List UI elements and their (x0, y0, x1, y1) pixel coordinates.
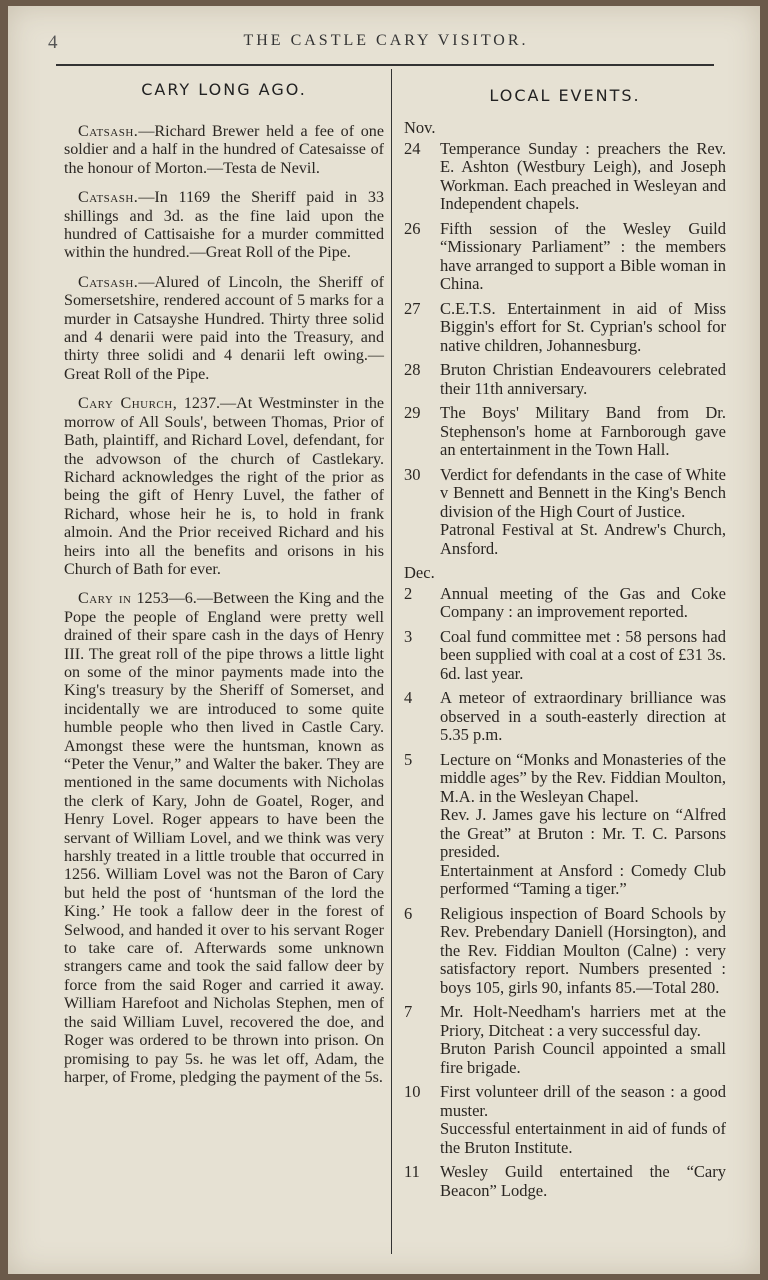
left-column (64, 72, 384, 1098)
event-day: 3 (404, 626, 413, 646)
page (8, 6, 760, 1274)
article-paragraph (64, 123, 384, 178)
event-entry (404, 628, 726, 684)
event-text: Fifth session of the Wesley Guild “Missionary Parliament” : the members have arranged to support a Bible woman in China. (440, 218, 726, 293)
event-day: 24 (404, 138, 421, 158)
event-entry (404, 1163, 726, 1200)
event-day: 11 (404, 1162, 420, 1181)
event-day: 2 (404, 583, 413, 603)
event-text: Coal fund committee met : 58 persons had been supplied with coal at a cost of £31 3s. 6d. last year. (440, 626, 726, 683)
event-text: The Boys' Military Band from Dr. Stephenson's home at Farnborough gave an entertainment in the Town Hall. (440, 403, 726, 459)
event-entry (404, 220, 726, 294)
right-column-heading: LOCAL EVENTS. (489, 86, 641, 105)
event-text: Entertainment at Ansford : Comedy Club performed “Taming a tiger.” (440, 860, 726, 898)
month-label: Nov. (404, 118, 436, 137)
article-paragraph (64, 590, 384, 1087)
event-text: Temperance Sunday : preachers the Rev. E. Ashton (Westbury Leigh), and Joseph Workman. Each preached in Wesleyan and Independent chapels. (440, 138, 726, 213)
column-divider (391, 69, 392, 1254)
event-day: 28 (404, 360, 421, 379)
article-paragraph (64, 274, 384, 384)
article-paragraph (64, 395, 384, 579)
paragraph-text: 1253—6.—Between the King and the Pope the people of England were pretty well drained of their spare cash in the days of Henry III. The great roll of the pipe throws a little light on some of the minor payments made into the King's treasury by the Sheriff of Somerset, and incidentally we are introduced to some quite humble people who then lived in Castle Cary. Amongst these were the huntsman, known as “Peter the Venur,” and Walter the baker. They are mentioned in the same documents with Nicholas the clerk of Kary, John de Goatel, Roger, and Henry Lovel. Roger appears to have been the servant of William Lovel, and we think was very harshly treated in a little trouble that occurred in 1256. William Lovel was not the Baron of Cary but held the post of ‘huntsman of the lord the King.’ He took a fallow deer in the forest of Selwood, and handed it over to his servant Roger to take care of. Afterwards some unknown strangers came and took the said fallow deer by force from the said Roger and carried it away. William Harefoot and Nicholas Stephen, men of the said William Luvel, recovered the doe, and Roger was ordered to be thrown into prison. On promising to pay 5s. he was let off, Adam, the harper, of Frome, pledging the payment of the 5s. (64, 590, 384, 1086)
event-entry (404, 751, 726, 899)
event-day: 27 (404, 298, 421, 318)
header-rule (56, 64, 714, 66)
event-text: Bruton Christian Endeavourers celebrated their 11th anniversary. (440, 360, 726, 398)
paragraph-text: —Richard Brewer held a fee of one soldier and a half in the hundred of Catesaisse of the honour of Morton.—Testa de Nevil. (64, 123, 384, 177)
event-day: 4 (404, 688, 413, 707)
paragraph-lead: Catsash. (78, 273, 139, 291)
running-title: THE CASTLE CARY VISITOR. (243, 32, 529, 49)
paragraph-text: 1237.—At Westminster in the morrow of All Souls', between Thomas, Prior of Bath, plaintiff, and Richard Lovel, defendant, for the advowson of the church of Castlekary. Richard acknowledges the right of the prior as being the gift of Henry Luvel, the father of Richard, whose heir he is, to hold in frank almoin. And the Prior received Richard and his heirs into all the benefits and orisons in his Church of Bath for ever. (64, 395, 385, 578)
paragraph-lead: Catsash. (78, 123, 139, 140)
event-entry (404, 1003, 726, 1077)
page-header (48, 30, 724, 58)
event-day: 10 (404, 1082, 421, 1101)
event-day: 7 (404, 1002, 413, 1021)
article-paragraph (64, 189, 384, 263)
event-text: A meteor of extraordinary brilliance was observed in a south-easterly direction at 5.35 p.m. (440, 688, 726, 744)
event-text: First volunteer drill of the season : a good muster. (440, 1082, 726, 1120)
event-text: Lecture on “Monks and Monasteries of the middle ages” by the Rev. Fiddian Moulton, M.A. in the Wesleyan Chapel. (440, 749, 726, 806)
paragraph-text: —In 1169 the Sheriff paid in 33 shillings and 3d. as the fine laid upon the hundred of Cattisaishe for a murder committed within the hundred.—Great Roll of the Pipe. (64, 189, 384, 262)
event-text: Religious inspection of Board Schools by Rev. Prebendary Daniell (Horsington), and the Rev. Fiddian Moulton (Calne) : very satisfactory report. Numbers presented : boys 105, girls 90, infants 85.—Total 280. (440, 903, 726, 997)
paragraph-lead: Catsash. (78, 189, 139, 207)
event-entry (404, 140, 726, 214)
event-day: 29 (404, 403, 421, 422)
event-entry (404, 689, 726, 745)
event-entry (404, 361, 726, 398)
event-entry (404, 300, 726, 356)
page-number: 4 (48, 32, 58, 53)
event-entry (404, 585, 726, 622)
event-text: Mr. Holt-Needham's harriers met at the Priory, Ditcheat : a very successful day. (440, 1002, 726, 1040)
right-column (404, 72, 726, 1206)
event-text: Wesley Guild entertained the “Cary Beacon” Lodge. (440, 1162, 726, 1200)
paragraph-lead: Cary Church, (78, 395, 178, 413)
event-day: 26 (404, 218, 421, 238)
event-entry (404, 466, 726, 559)
left-column-heading: CARY LONG AGO. (141, 80, 307, 99)
event-entry (404, 905, 726, 998)
month-label: Dec. (404, 563, 435, 582)
event-text: Bruton Parish Council appointed a small fire brigade. (440, 1039, 726, 1077)
event-text: C.E.T.S. Entertainment in aid of Miss Biggin's effort for St. Cyprian's school for native children, Johannesburg. (440, 298, 726, 355)
event-text: Successful entertainment in aid of funds of the Bruton Institute. (440, 1119, 726, 1157)
event-text: Annual meeting of the Gas and Coke Company : an improvement reported. (440, 583, 726, 621)
event-day: 5 (404, 749, 413, 769)
event-text: Rev. J. James gave his lecture on “Alfred the Great” at Bruton : Mr. T. C. Parsons presided. (440, 805, 726, 861)
event-day: 30 (404, 464, 421, 484)
event-text: Patronal Festival at St. Andrew's Church, Ansford. (440, 520, 726, 558)
event-entry (404, 404, 726, 460)
event-day: 6 (404, 903, 413, 923)
paragraph-lead: Cary in (78, 590, 132, 608)
event-entry (404, 1083, 726, 1157)
paragraph-text: —Alured of Lincoln, the Sheriff of Somersetshire, rendered account of 5 marks for a murder in Catsayshe Hundred. Thirty three solid and 4 denarii were paid into the Treasury, and thirty three solidi and 4 denarii left owing.—Great Roll of the Pipe. (64, 273, 384, 383)
event-text: Verdict for defendants in the case of White v Bennett and Bennett in the King's Bench division of the High Court of Justice. (440, 464, 726, 521)
